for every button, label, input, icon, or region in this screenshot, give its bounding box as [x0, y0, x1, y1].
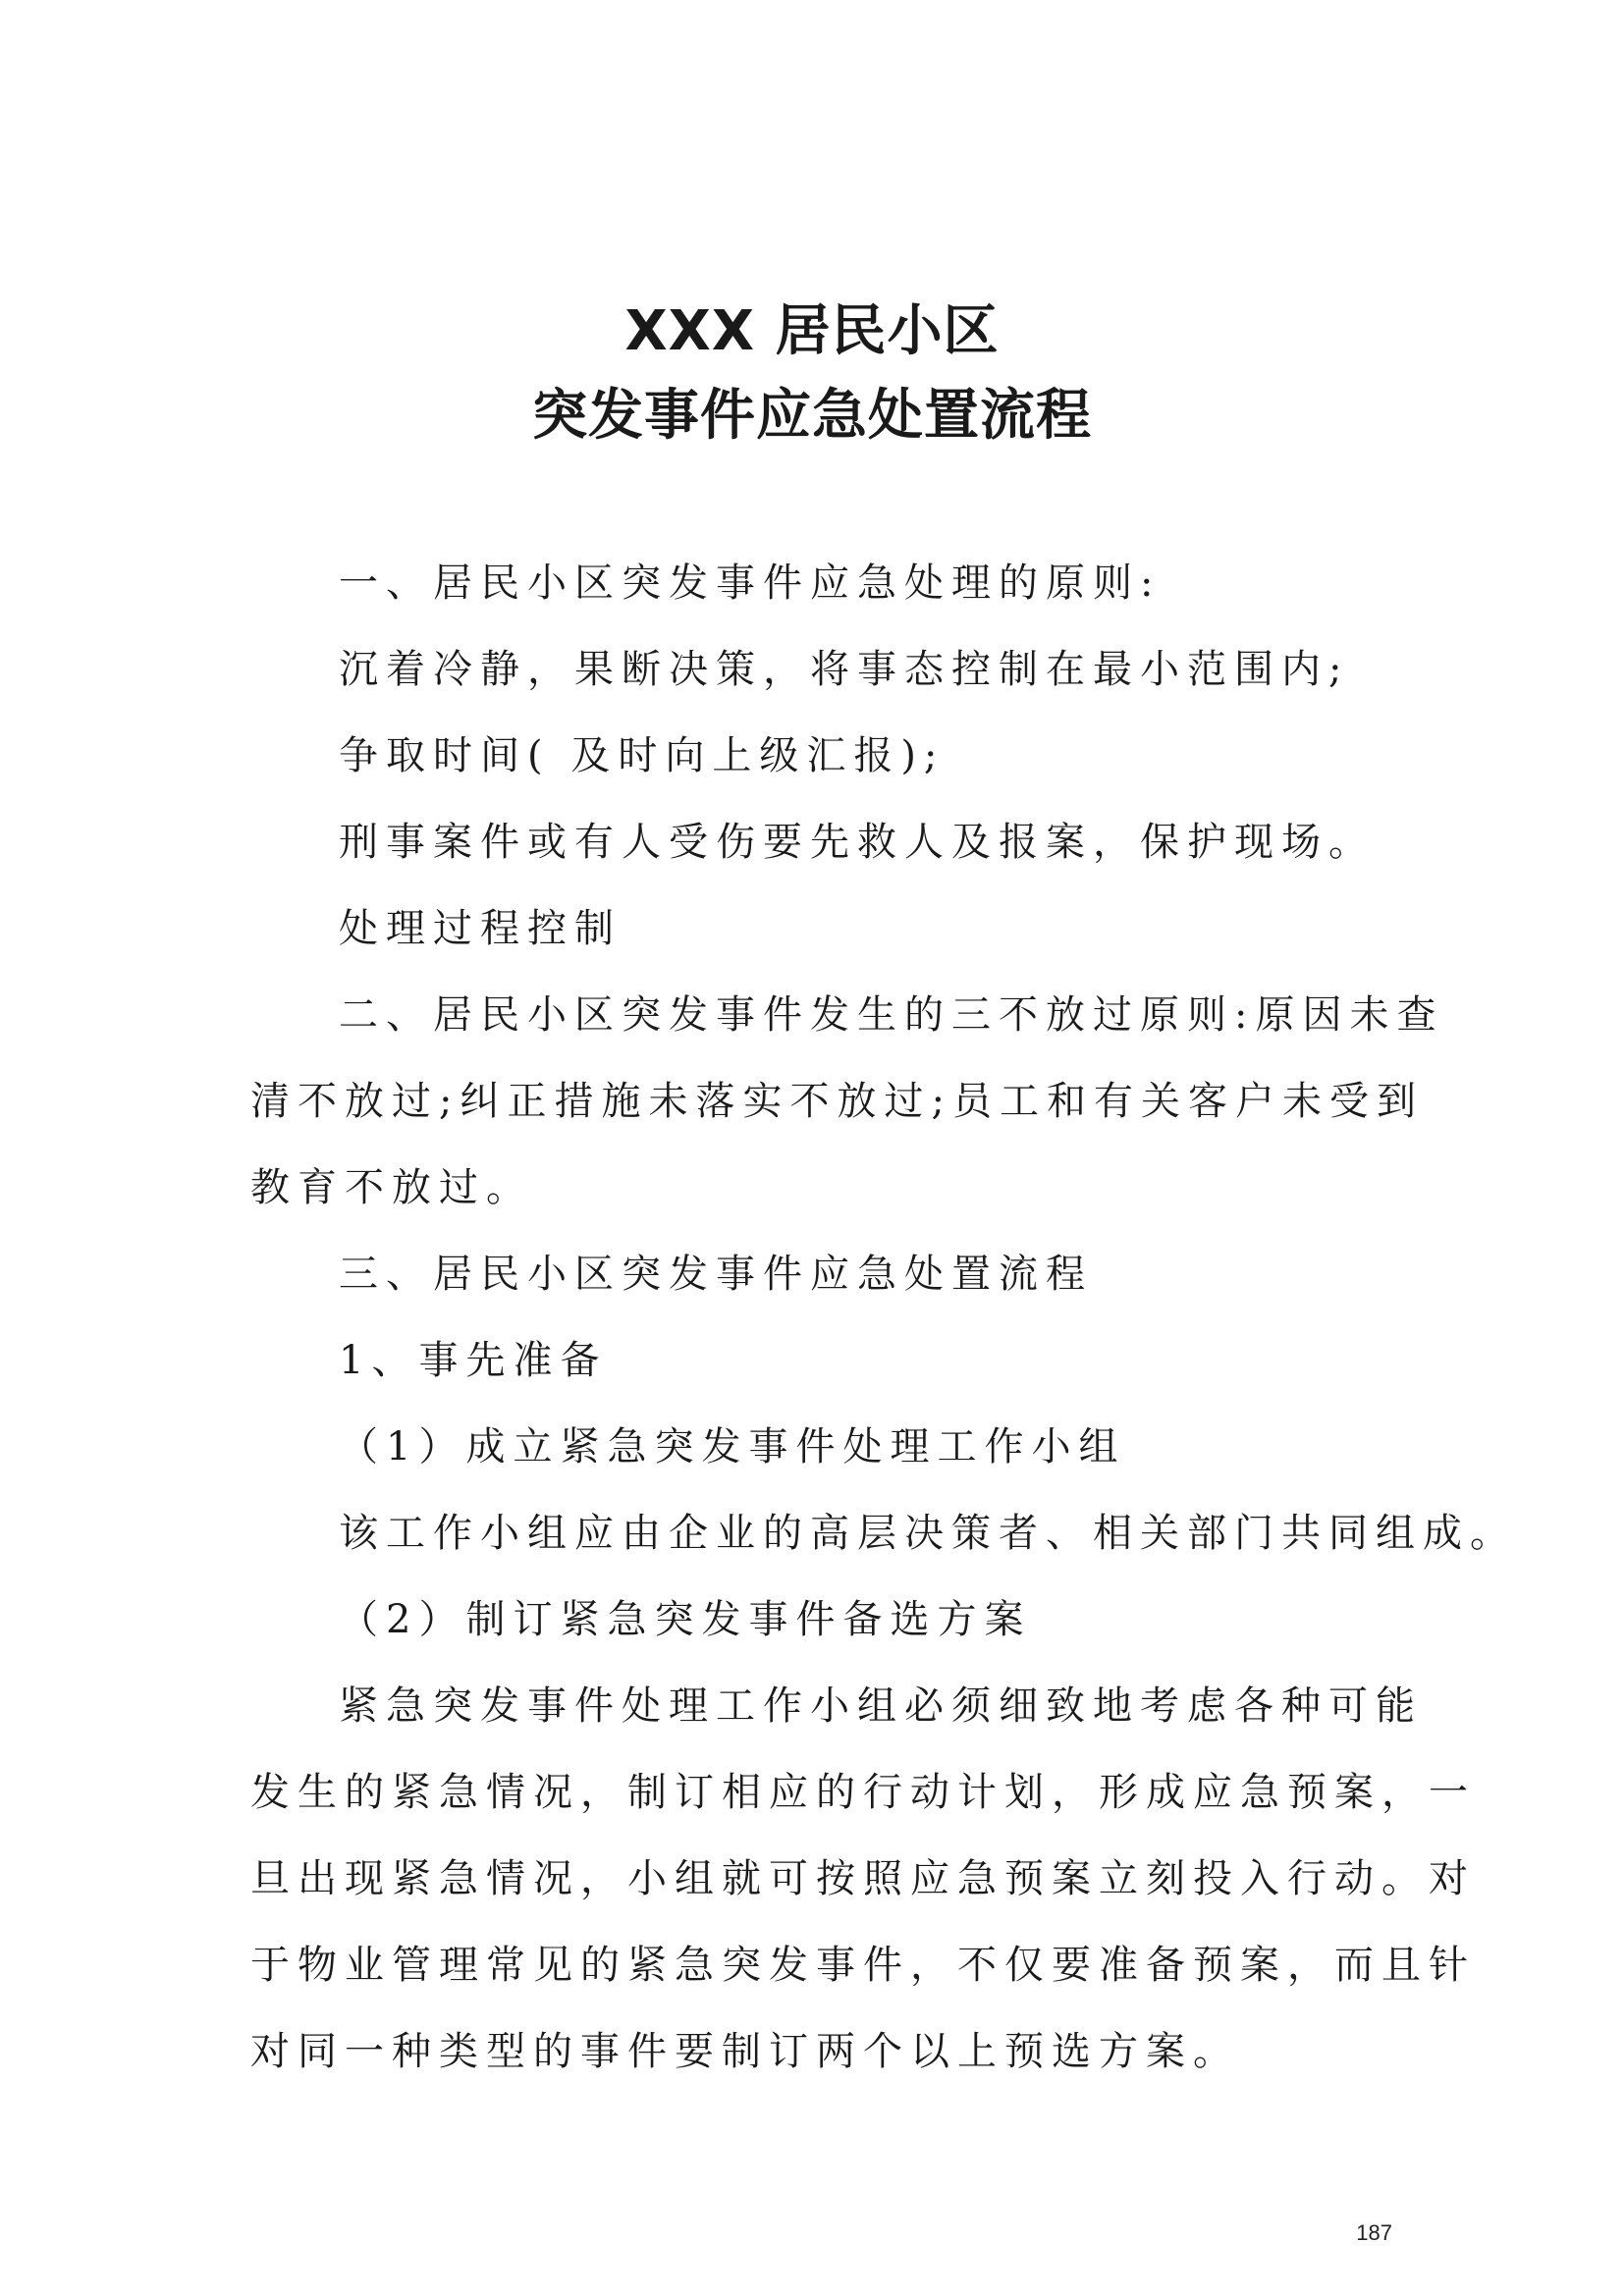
subsection-heading: （1）成立紧急突发事件处理工作小组	[339, 1424, 1126, 1469]
title-line-2: 突发事件应急处置流程	[532, 384, 1092, 448]
paragraph-line: 旦出现紧急情况，小组就可按照应急预案立刻投入行动。对	[250, 1856, 1476, 1901]
paragraph-line: 该工作小组应由企业的高层决策者、相关部门共同组成。	[339, 1511, 1517, 1556]
paragraph-line: 发生的紧急情况，制订相应的行动计划，形成应急预案，一	[250, 1770, 1476, 1815]
subsection-heading: 1、事先准备	[339, 1338, 608, 1383]
title-line-1: XXX 居民小区	[624, 299, 1000, 363]
paragraph-line: 清不放过;纠正措施未落实不放过;员工和有关客户未受到	[250, 1079, 1424, 1124]
paragraph-line: 紧急突发事件处理工作小组必须细致地考虑各种可能	[339, 1683, 1423, 1729]
page-number: 187	[1356, 2220, 1392, 2245]
document-title	[0, 290, 1624, 458]
paragraph-line: 教育不放过。	[250, 1165, 533, 1210]
paragraph-line: 于物业管理常见的紧急突发事件，不仅要准备预案，而且针	[250, 1943, 1476, 1988]
paragraph-line: 争取时间( 及时向上级汇报);	[339, 733, 946, 778]
section-heading-3: 三、居民小区突发事件应急处置流程	[339, 1252, 1093, 1297]
section-heading-2: 二、居民小区突发事件发生的三不放过原则:原因未查	[339, 992, 1444, 1038]
subsection-heading: （2）制订紧急突发事件备选方案	[339, 1597, 1032, 1642]
paragraph-line: 沉着冷静，果断决策，将事态控制在最小范围内;	[339, 647, 1350, 692]
paragraph-line: 对同一种类型的事件要制订两个以上预选方案。	[250, 2029, 1240, 2074]
paragraph-line: 刑事案件或有人受伤要先救人及报案，保护现场。	[339, 820, 1376, 865]
section-heading-1: 一、居民小区突发事件应急处理的原则:	[339, 561, 1162, 606]
paragraph-line: 处理过程控制	[339, 906, 622, 951]
